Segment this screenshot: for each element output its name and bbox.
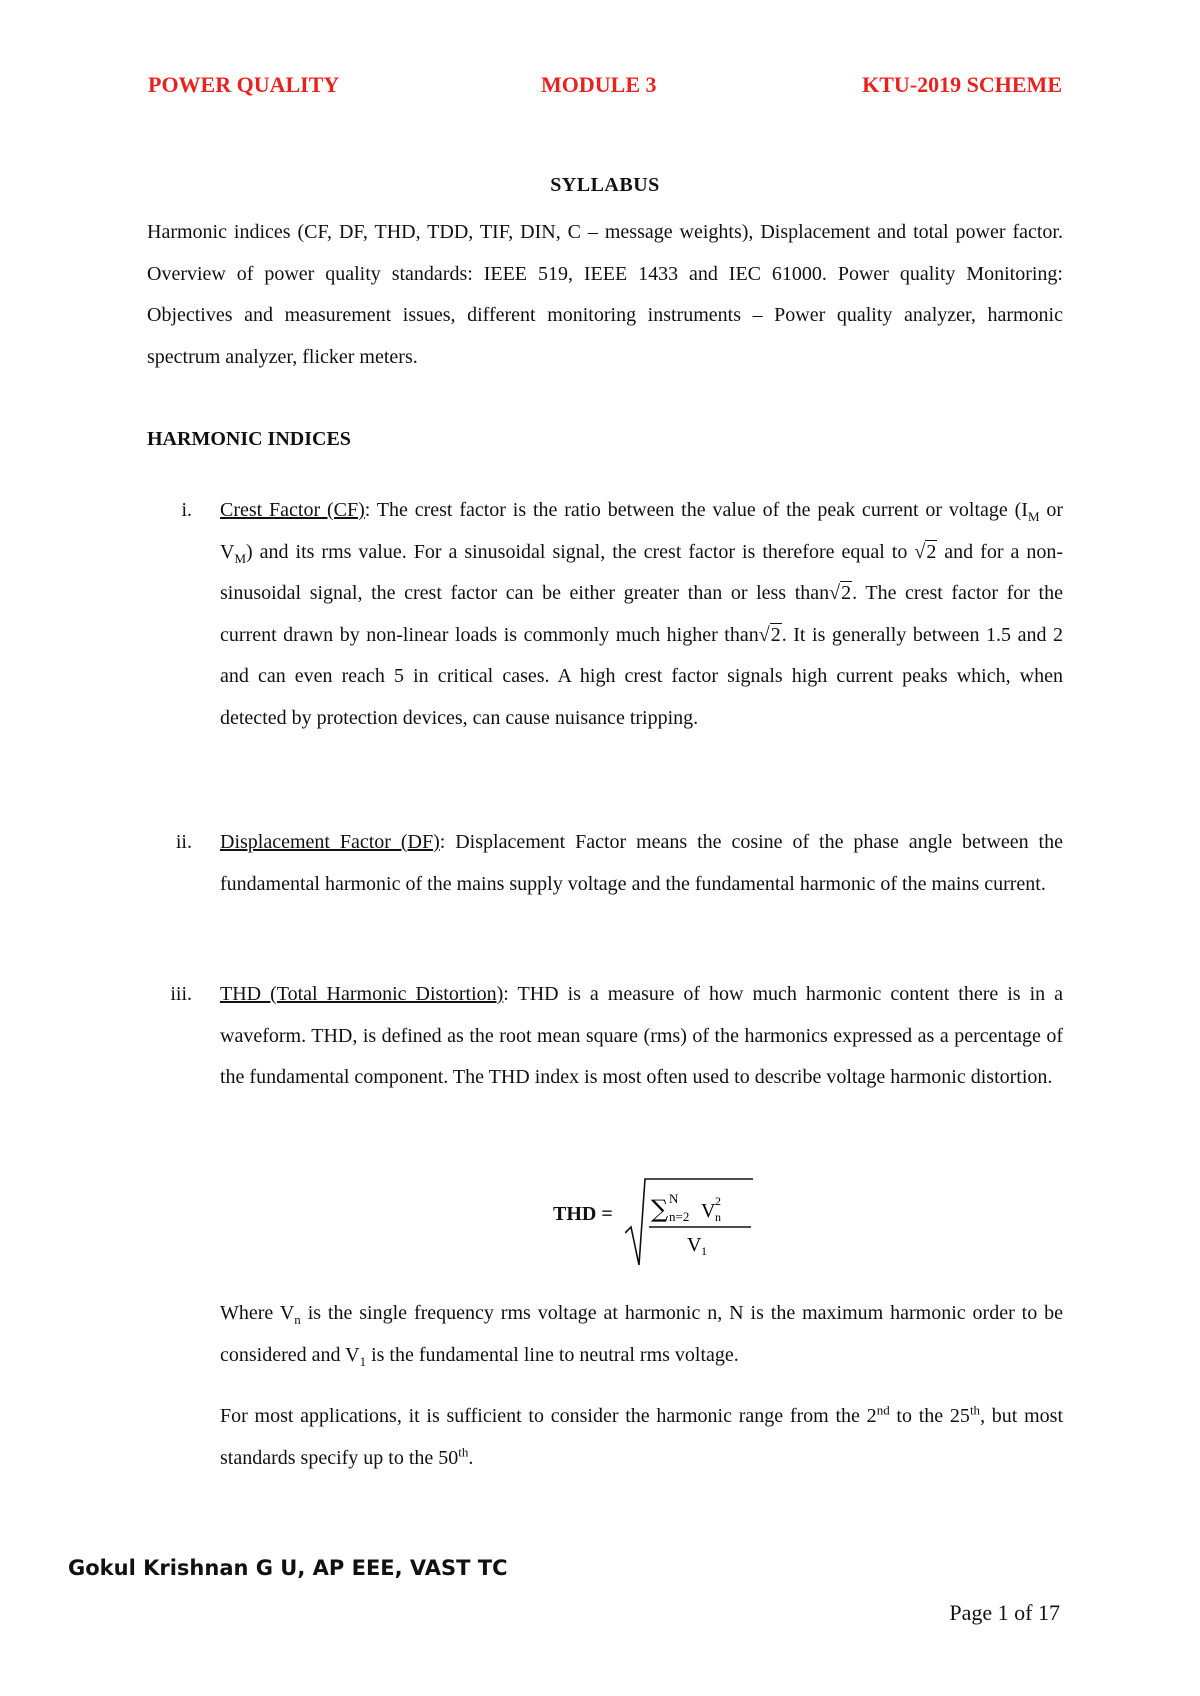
symbol-vm: $V_M$ bbox=[220, 540, 247, 566]
list-item-body bbox=[220, 822, 1063, 905]
thd-formula bbox=[553, 1175, 753, 1265]
sum-lower-limit: n=2 bbox=[669, 1209, 690, 1224]
where-paragraph: Where $V_n$ is the single frequency rms voltage at harmonic n, N is the maximum harmonic order to be considered and $V_1$ is the fundamental line to neutral rms voltage. bbox=[220, 1302, 1063, 1369]
formula-lhs: THD = bbox=[553, 1203, 613, 1225]
list-number: ii. bbox=[175, 831, 192, 853]
syllabus-text: Harmonic indices (CF, DF, THD, TDD, TIF, DIN, C – message weights), Displacement and total power factor. Overview of power quality standards: IEEE 519, IEEE 1433 and IEC 61000. Power quality Monitoring: Objectives and measurement issues, different monitoring instruments – Power quality analyzer, harmonic spectrum analyzer, flicker meters. bbox=[147, 221, 1063, 368]
text-segment: . The crest factor for the current drawn by non-linear loads is commonly much higher than bbox=[220, 582, 1063, 646]
harmonic-range-paragraph: For most applications, it is sufficient to consider the harmonic range from the 2nd to the 25th, but most standards specify up to the 50th. bbox=[220, 1402, 1064, 1469]
numerator-sup: 2 bbox=[715, 1194, 721, 1208]
sum-symbol: ∑ bbox=[651, 1195, 669, 1223]
formula-graphic bbox=[625, 1175, 755, 1267]
numerator-v: V bbox=[701, 1200, 716, 1222]
text-segment: and for a non-sinusoidal signal, the crest factor can be either greater than or less than bbox=[220, 540, 1064, 604]
numerator-sub: n bbox=[715, 1210, 721, 1224]
denominator-v: V bbox=[687, 1234, 702, 1256]
page-number: Page 1 of 17 bbox=[949, 1600, 1060, 1625]
sum-upper-limit: N bbox=[669, 1191, 679, 1206]
term-displacement-factor: Displacement Factor (DF) bbox=[220, 831, 440, 853]
text-segment: : The crest factor is the ratio between the value of the peak current or voltage ( bbox=[364, 499, 1022, 521]
term-crest-factor: Crest Factor (CF) bbox=[220, 499, 365, 521]
text-segment: : THD is a measure of how much harmonic content there is in a waveform. THD, is defined as the root mean square (rms) of the harmonics expressed as a percentage of the fundamental component. The THD index is most often used to describe voltage harmonic distortion. bbox=[220, 983, 1063, 1088]
section-heading: HARMONIC INDICES bbox=[147, 428, 351, 450]
text-segment: ) and its rms value. For a sinusoidal signal, the crest factor is therefore equal to bbox=[246, 540, 915, 563]
text-segment: . It is generally between 1.5 and 2 and can even reach 5 in critical cases. A high crest factor signals high current peaks which, when detected by protection devices, can cause nuisance tripping. bbox=[220, 623, 1063, 729]
text-segment: : Displacement Factor means the cosine of the phase angle between the fundamental harmonic of the mains supply voltage and the fundamental harmonic of the mains current. bbox=[220, 831, 1063, 895]
symbol-im: $I_M$ bbox=[1021, 499, 1040, 524]
list-item-body bbox=[220, 490, 1063, 739]
header-subject: POWER QUALITY bbox=[148, 72, 340, 97]
sqrt-two-symbol: √2 bbox=[914, 540, 937, 563]
term-thd: THD (Total Harmonic Distortion) bbox=[220, 983, 504, 1005]
denominator-sub: 1 bbox=[701, 1244, 707, 1258]
text-segment: or bbox=[1039, 499, 1063, 521]
sqrt-two-symbol: √2 bbox=[829, 582, 852, 604]
list-item-body bbox=[220, 974, 1063, 1099]
page-header bbox=[148, 72, 1062, 98]
list-number: iii. bbox=[170, 983, 192, 1005]
sqrt-two-symbol: √2 bbox=[758, 623, 781, 646]
header-scheme: KTU-2019 SCHEME bbox=[862, 72, 1062, 97]
header-module: MODULE 3 bbox=[541, 72, 657, 97]
syllabus-title: SYLLABUS bbox=[550, 174, 660, 196]
footer-author: Gokul Krishnan G U, AP EEE, VAST TC bbox=[68, 1556, 508, 1580]
list-number: i. bbox=[181, 499, 192, 521]
